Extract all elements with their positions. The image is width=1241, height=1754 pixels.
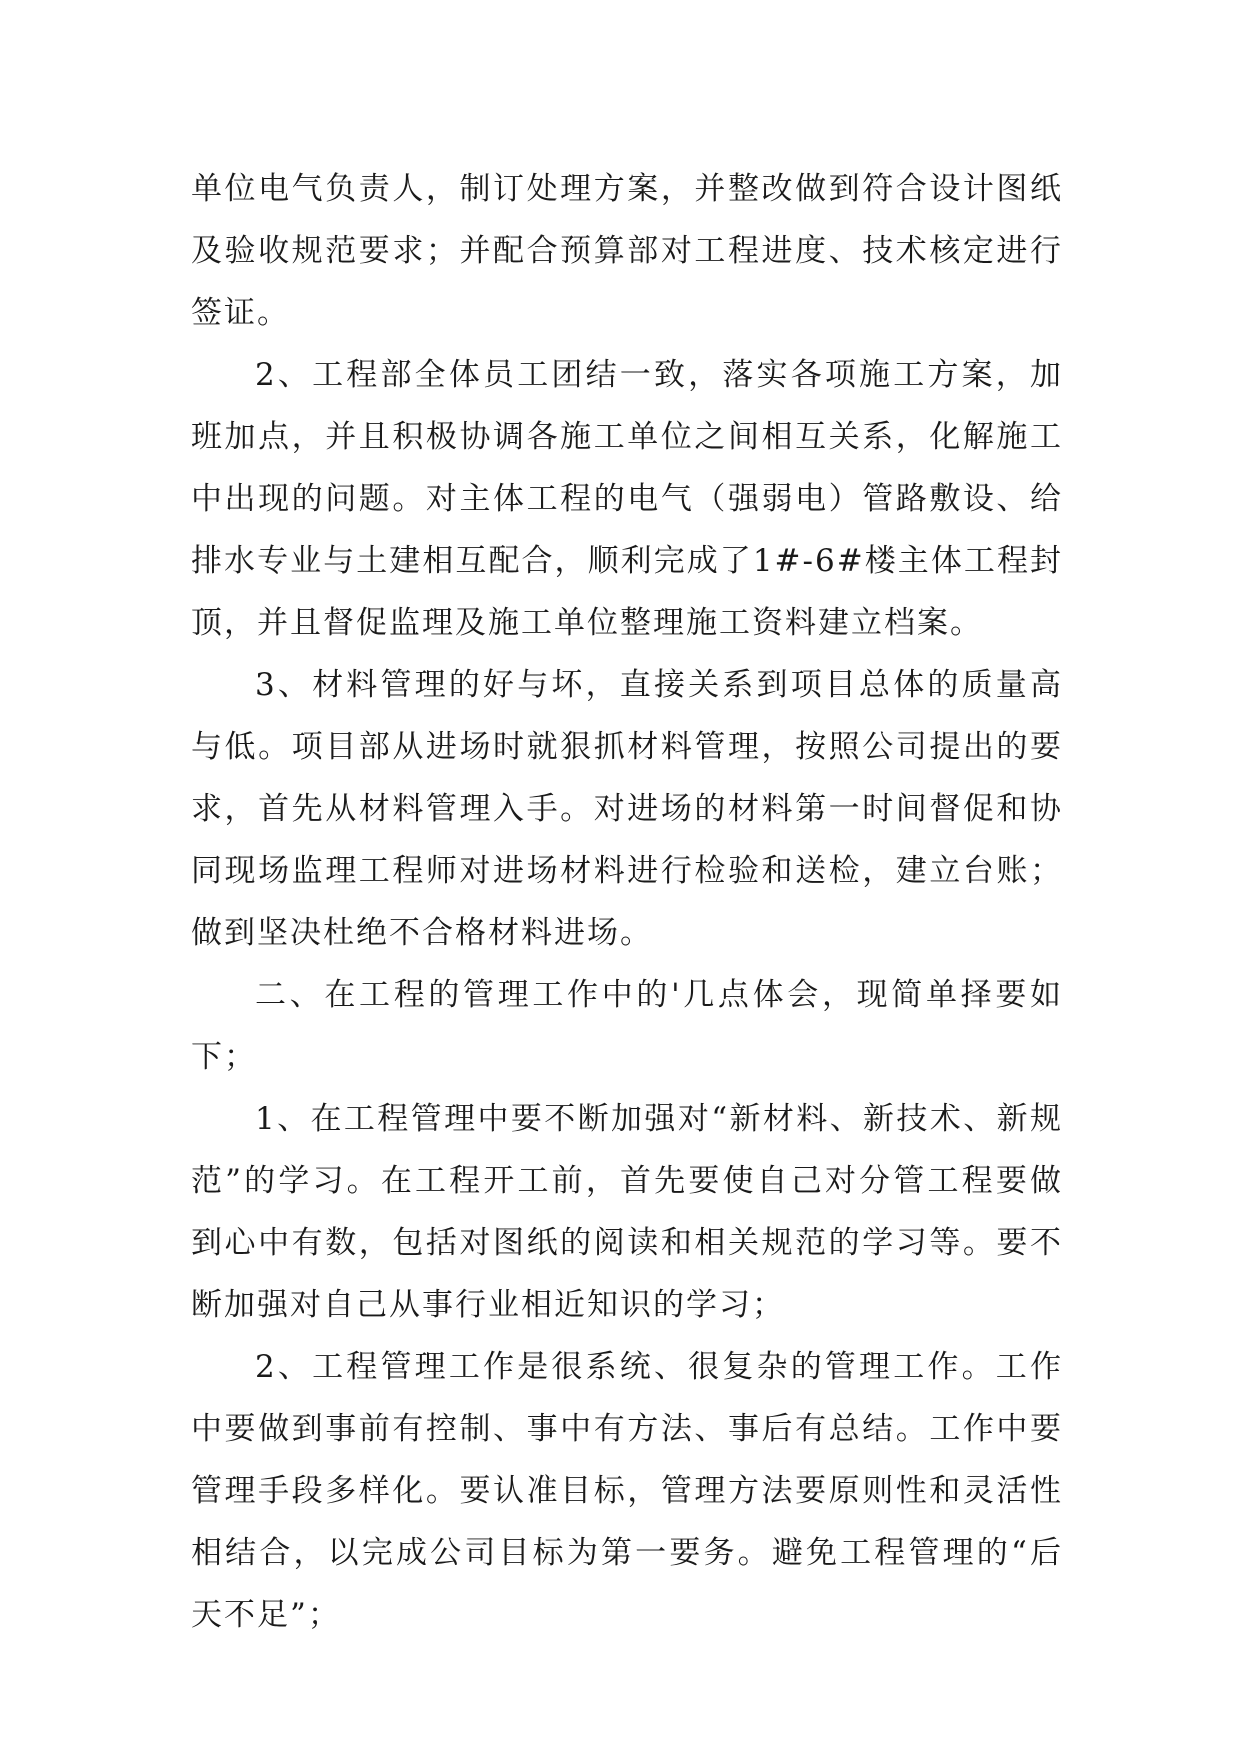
- paragraph-4: 二、在工程的管理工作中的'几点体会，现简单择要如下；: [191, 977, 1063, 1075]
- paragraph-3: 3、材料管理的好与坏，直接关系到项目总体的质量高与低。项目部从进场时就狠抓材料管理，按照公司提出的要求，首先从材料管理入手。对进场的材料第一时间督促和协同现场监理工程师对进场材料进行检验和送检，建立台账；做到坚决杜绝不合格材料进场。: [191, 667, 1063, 951]
- paragraph-2: 2、工程部全体员工团结一致，落实各项施工方案，加班加点，并且积极协调各施工单位之间相互关系，化解施工中出现的问题。对主体工程的电气（强弱电）管路敷设、给排水专业与土建相互配合，顺利完成了1#-6#楼主体工程封顶，并且督促监理及施工单位整理施工资料建立档案。: [191, 357, 1063, 641]
- paragraph-5: 1、在工程管理中要不断加强对“新材料、新技术、新规范”的学习。在工程开工前，首先要使自己对分管工程要做到心中有数，包括对图纸的阅读和相关规范的学习等。要不断加强对自己从事行业相近知识的学习；: [191, 1101, 1063, 1323]
- paragraph-6: 2、工程管理工作是很系统、很复杂的管理工作。工作中要做到事前有控制、事中有方法、事后有总结。工作中要管理手段多样化。要认准目标，管理方法要原则性和灵活性相结合，以完成公司目标为第一要务。避免工程管理的“后天不足”；: [191, 1349, 1063, 1633]
- paragraph-1: 单位电气负责人，制订处理方案，并整改做到符合设计图纸及验收规范要求；并配合预算部对工程进度、技术核定进行签证。: [191, 171, 1063, 331]
- document-body: [191, 158, 1063, 1646]
